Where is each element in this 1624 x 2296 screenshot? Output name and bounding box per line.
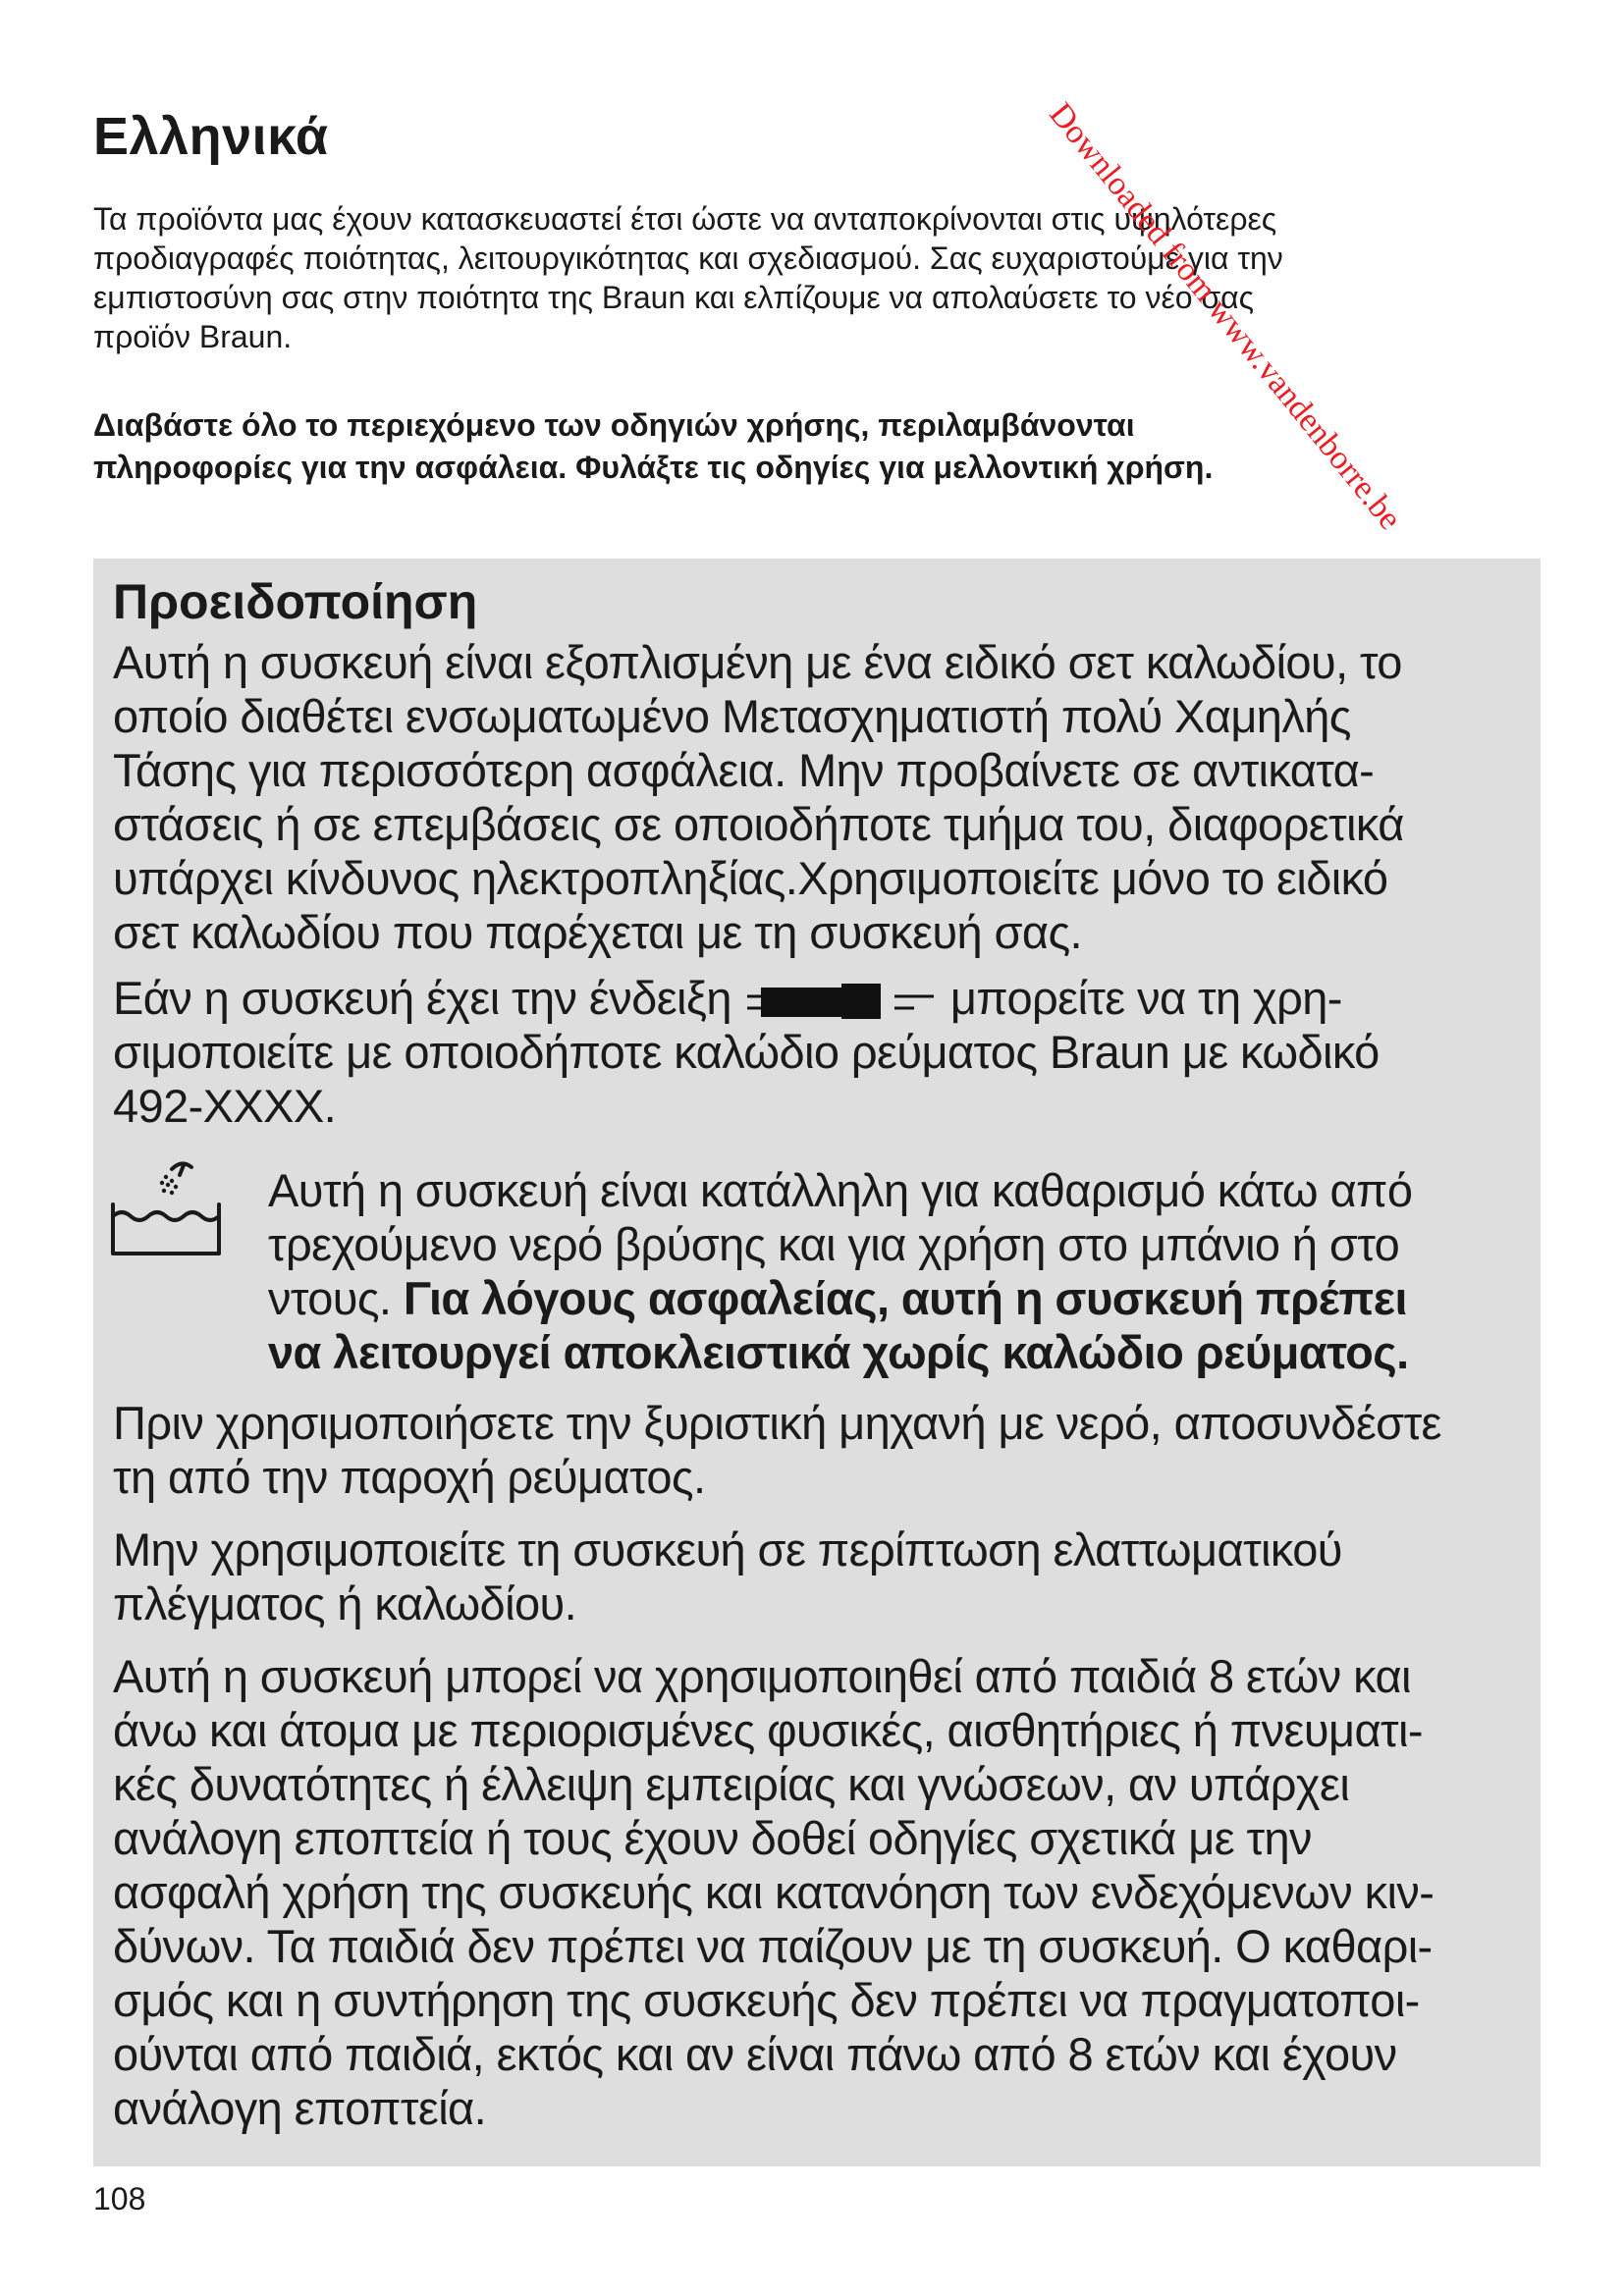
water-text-regular: ντους. bbox=[268, 1272, 392, 1324]
marking-text-before: Εάν η συσκευή έχει την ένδειξη bbox=[113, 972, 731, 1024]
text-line: ανάλογη εποπτεία ή τους έχουν δοθεί οδηγίες σχετικά με την bbox=[113, 1812, 1312, 1864]
text-line: άνω και άτομα με περιορισμένες φυσικές, αισθητήριες ή πνευματι- bbox=[113, 1704, 1423, 1756]
text-line: Αυτή η συσκευή είναι εξοπλισμένη με ένα ειδικό σετ καλωδίου, το bbox=[113, 636, 1402, 688]
text-line bbox=[268, 1271, 1525, 1325]
read-instructions-note bbox=[93, 404, 1546, 489]
text-line: ασφαλή χρήση της συσκευής και κατανόηση των ενδεχόμενων κιν- bbox=[113, 1866, 1435, 1918]
text-line: Πριν χρησιμοποιήσετε την ξυριστική μηχανή με νερό, αποσυνδέστε bbox=[113, 1397, 1441, 1449]
warning-paragraph-water-use bbox=[268, 1163, 1525, 1379]
text-line: σετ καλωδίου που παρέχεται με τη συσκευή σας. bbox=[113, 906, 1082, 958]
text-line: τρεχούμενο νερό βρύσης και για χρήση στο μπάνιο ή στο bbox=[268, 1218, 1400, 1270]
warning-box bbox=[93, 559, 1541, 2166]
marking-text-after: μπορείτε να τη χρη- bbox=[949, 972, 1342, 1024]
text-line: Μην χρησιμοποιείτε τη συσκευή σε περίπτωση ελαττωματικού bbox=[113, 1523, 1342, 1575]
intro-paragraph bbox=[93, 199, 1546, 356]
text-line: ούνται από παιδιά, εκτός και αν είναι πάνω από 8 ετών και έχουν bbox=[113, 2028, 1397, 2080]
text-line: υπάρχει κίνδυνος ηλεκτροπληξίας.Χρησιμοποιείτε μόνο το ειδικό bbox=[113, 852, 1388, 904]
warning-paragraph-children bbox=[113, 1649, 1527, 2135]
warning-paragraph-defective bbox=[113, 1522, 1527, 1630]
warning-paragraph-cord-set bbox=[113, 635, 1527, 959]
shower-bath-icon bbox=[103, 1155, 229, 1261]
warning-title: Προειδοποίηση bbox=[113, 574, 478, 629]
text-line: τη από την παροχή ρεύματος. bbox=[113, 1451, 706, 1503]
text-line: στάσεις ή σε επεμβάσεις σε οποιοδήποτε τμήμα του, διαφορετικά bbox=[113, 798, 1404, 850]
text-line: σιμοποιείτε με οποιοδήποτε καλώδιο ρεύματος Braun με κωδικό bbox=[113, 1026, 1380, 1078]
intro-line: εμπιστοσύνη σας στην ποιότητα της Braun και ελπίζουμε να απολαύσετε το νέο σας bbox=[93, 280, 1255, 315]
text-line: Αυτή η συσκευή είναι κατάλληλη για καθαρισμό κάτω από bbox=[268, 1164, 1413, 1216]
text-line: Τάσης για περισσότερη ασφάλεια. Μην προβαίνετε σε αντικατα- bbox=[113, 744, 1375, 796]
warning-paragraph-marking bbox=[113, 971, 1527, 1133]
text-line: ανάλογη εποπτεία. bbox=[113, 2082, 487, 2134]
intro-line: προδιαγραφές ποιότητας, λειτουργικότητας και σχεδιασμού. Σας ευχαριστούμε για την bbox=[93, 240, 1283, 276]
text-line: πλέγματος ή καλωδίου. bbox=[113, 1577, 577, 1629]
read-note-line: Διαβάστε όλο το περιεχόμενο των οδηγιών χρήσης, περιλαμβάνονται bbox=[93, 407, 1135, 443]
page-number: 108 bbox=[93, 2181, 146, 2216]
text-line: Αυτή η συσκευή μπορεί να χρησιμοποιηθεί από παιδιά 8 ετών και bbox=[113, 1650, 1411, 1702]
read-note-line: πληροφορίες για την ασφάλεια. Φυλάξτε τις οδηγίες για μελλοντική χρήση. bbox=[93, 450, 1214, 485]
warning-paragraph-disconnect bbox=[113, 1396, 1527, 1504]
redacted-symbol-icon bbox=[747, 984, 934, 1021]
text-line: σμός και η συντήρηση της συσκευής δεν πρέπει να πραγματοποι- bbox=[113, 1974, 1420, 2026]
text-line: οποίο διαθέτει ενσωματωμένο Μετασχηματιστή πολύ Χαμηλής bbox=[113, 690, 1351, 742]
text-line: 492-XXXX. bbox=[113, 1080, 337, 1132]
water-text-bold: Για λόγους ασφαλείας, αυτή η συσκευή πρέπει bbox=[403, 1272, 1407, 1324]
text-line: να λειτουργεί αποκλειστικά χωρίς καλώδιο ρεύματος. bbox=[268, 1326, 1409, 1378]
text-line bbox=[113, 971, 1527, 1025]
text-line: δύνων. Τα παιδιά δεν πρέπει να παίζουν με τη συσκευή. Ο καθαρι- bbox=[113, 1920, 1433, 1972]
intro-line: Τα προϊόντα μας έχουν κατασκευαστεί έτσι ώστε να ανταποκρίνονται στις υψηλότερες bbox=[93, 201, 1277, 237]
page-title: Ελληνικά bbox=[93, 107, 329, 166]
download-watermark: Downloaded from www.vandenborre.be bbox=[1042, 96, 1409, 537]
text-line: κές δυνατότητες ή έλλειψη εμπειρίας και γνώσεων, αν υπάρχει bbox=[113, 1758, 1350, 1810]
intro-line: προϊόν Braun. bbox=[93, 319, 293, 354]
